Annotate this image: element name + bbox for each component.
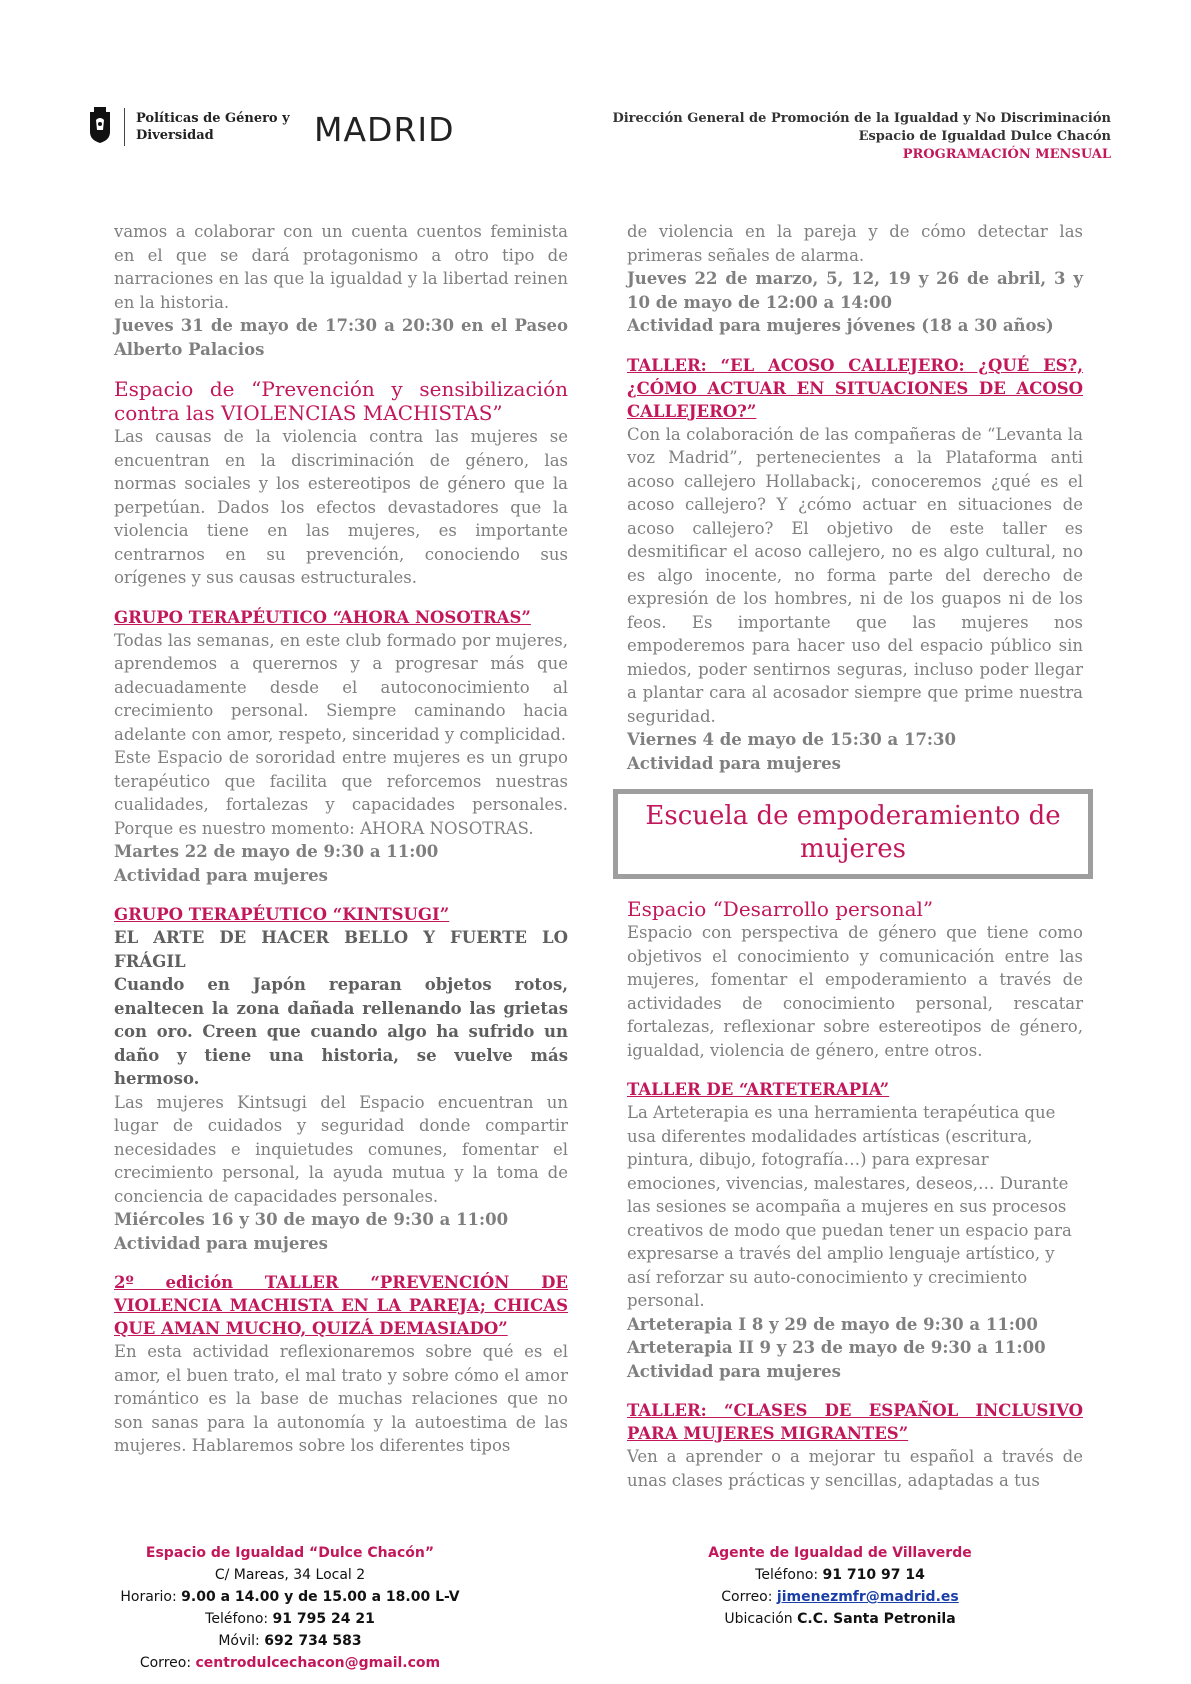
kintsugi-title: GRUPO TERAPÉUTICO “KINTSUGI” [114, 905, 450, 924]
phone-value: 91 795 24 21 [272, 1611, 375, 1627]
kintsugi-subtitle: EL ARTE DE HACER BELLO Y FUERTE LO FRÁGIL [114, 928, 568, 971]
acoso-text: Con la colaboración de las compañeras de “Levanta la voz Madrid”, pertenecientes a la Plataforma anti acoso callejero Hollaback¡, conoceremos ¿qué es el acoso callejero? Y ¿cómo actuar en situaciones de acoso callejero? El objetivo de este taller es desmitificar el acoso callejero, no es algo cultural, no es algo inocente, no forma parte del derecho de expresión de los hombres, ni de los guapos ni de los feos. Es importante que las mujeres nos empoderemos para hacer uso del espacio público sin miedos, poder sentirnos seguras, incluso poder llegar a plantar cara al acosador siempre que prime nuestra seguridad. [627, 424, 1083, 726]
arteterapia-title: TALLER DE “ARTETERAPIA” [627, 1080, 890, 1099]
desarrollo-text: Espacio con perspectiva de género que tiene como objetivos el conocimiento y comunicación entre las mujeres, fomentar el empoderamiento a través de actividades de conocimiento personal, rescatar fortalezas, reflexionar sobre estereotipos de género, igualdad, violencia de género, entre otros. [627, 923, 1083, 1060]
email-label: Correo: [139, 1655, 196, 1671]
phone-value: 91 710 97 14 [822, 1567, 925, 1583]
hours-value: 9.00 a 14.00 y de 15.00 a 18.00 L-V [181, 1589, 460, 1605]
hours-label: Horario: [120, 1589, 182, 1605]
kintsugi-date: Miércoles 16 y 30 de mayo de 9:30 a 11:00 [114, 1210, 509, 1229]
kintsugi-text: Las mujeres Kintsugi del Espacio encuentran un lugar de cuidados y seguridad donde compartir necesidades e inquietudes comunes, fomentar el crecimiento personal, la ayuda mutua y la toma de conciencia de capacidades personales. [114, 1092, 568, 1206]
acoso-title: TALLER: “EL ACOSO CALLEJERO: ¿QUÉ ES?, ¿CÓMO ACTUAR EN SITUACIONES DE ACOSO CALLEJERO?” [627, 355, 1083, 421]
footer-phone [120, 1608, 460, 1630]
taller-violencia-title: 2º edición TALLER “PREVENCIÓN DE VIOLENCIA MACHISTA EN LA PAREJA; CHICAS QUE AMAN MUCHO, QUIZÁ DEMASIADO” [114, 1273, 568, 1338]
arteterapia-date-1: Arteterapia I 8 y 29 de mayo de 9:30 a 11:00 [627, 1314, 1038, 1334]
email-link[interactable]: jimenezmfr@madrid.es [776, 1589, 959, 1605]
directorate-line: Dirección General de Promoción de la Igualdad y No Discriminación [612, 111, 1111, 126]
desarrollo-heading: Espacio “Desarrollo personal” [627, 897, 934, 921]
prevention-heading: Espacio de “Prevención y sensibilización contra las VIOLENCIAS MACHISTAS” [114, 377, 568, 425]
continued-audience: Actividad para mujeres jóvenes (18 a 30 años) [627, 316, 1054, 335]
footer-hours [120, 1586, 460, 1608]
header-divider [124, 108, 125, 146]
department-line-1: Políticas de Género y [136, 111, 290, 126]
footer-email [120, 1652, 460, 1674]
header-right [612, 110, 1111, 164]
footer-right-contact [690, 1542, 990, 1630]
phone-label: Teléfono: [755, 1567, 823, 1583]
email-label: Correo: [721, 1589, 777, 1605]
madrid-coat-of-arms-icon [88, 106, 112, 144]
intro-date: Jueves 31 de mayo de 17:30 a 20:30 en el Paseo Alberto Palacios [114, 316, 568, 359]
kintsugi-bold-text: Cuando en Japón reparan objetos rotos, enaltecen la zona dañada rellenando las grietas con oro. Creen que cuando algo ha sufrido un daño y tiene una historia, se vuelve más hermoso. [114, 975, 568, 1088]
department-line-2: Diversidad [136, 128, 214, 143]
taller-violencia-text: En esta actividad reflexionaremos sobre qué es el amor, el buen trato, el mal trato y sobre cómo el amor romántico es la base de muchas relaciones que no son sanas para la autonomía y la autoestima de las mujeres. Hablaremos sobre los diferentes tipos [114, 1342, 568, 1455]
programming-label: PROGRAMACIÓN MENSUAL [902, 147, 1111, 162]
espanol-text: Ven a aprender o a mejorar tu español a través de unas clases prácticas y sencillas, adaptadas a tus [627, 1447, 1083, 1490]
phone-label: Teléfono: [205, 1611, 273, 1627]
arteterapia-text: La Arteterapia es una herramienta terapéutica que usa diferentes modalidades artísticas (escritura, pintura, dibujo, fotografía…) para expresar emociones, vivencias, malestares, deseos,… Durante las sesiones se acompaña a mujeres en sus procesos creativos de modo que puedan tener un espacio para expresarse a través del amplio lenguaje artístico, y así reforzar su auto-conocimiento y crecimiento personal. [627, 1103, 1072, 1310]
space-name-line: Espacio de Igualdad Dulce Chacón [858, 129, 1111, 144]
footer-address: C/ Mareas, 34 Local 2 [214, 1567, 366, 1583]
footer-left-contact [120, 1542, 460, 1674]
footer-right-email [690, 1586, 990, 1608]
footer-right-title: Agente de Igualdad de Villaverde [708, 1545, 972, 1561]
location-value: C.C. Santa Petronila [797, 1611, 956, 1627]
footer-mobile [120, 1630, 460, 1652]
continued-date: Jueves 22 de marzo, 5, 12, 19 y 26 de abril, 3 y 10 de mayo de 12:00 a 14:00 [627, 269, 1083, 312]
ahora-nosotras-title: GRUPO TERAPÉUTICO “AHORA NOSOTRAS” [114, 607, 531, 627]
left-column [114, 220, 568, 1458]
acoso-date: Viernes 4 de mayo de 15:30 a 17:30 [627, 730, 956, 749]
mobile-value: 692 734 583 [264, 1633, 362, 1649]
right-column [627, 220, 1083, 1492]
footer-right-phone [690, 1564, 990, 1586]
footer-left-title: Espacio de Igualdad “Dulce Chacón” [145, 1545, 435, 1561]
madrid-logo: MADRID [314, 110, 455, 149]
department-name [136, 110, 290, 144]
ahora-nosotras-date: Martes 22 de mayo de 9:30 a 11:00 [114, 842, 439, 861]
arteterapia-audience: Actividad para mujeres [627, 1361, 841, 1381]
intro-text: vamos a colaborar con un cuenta cuentos feminista en el que se dará protagonismo a otro tipo de narraciones en las que la igualdad y la libertad reinen en la historia. [114, 222, 568, 312]
continued-text: de violencia en la pareja y de cómo detectar las primeras señales de alarma. [627, 222, 1083, 265]
kintsugi-audience: Actividad para mujeres [114, 1233, 328, 1253]
escuela-heading-box: Escuela de empoderamiento de mujeres [613, 789, 1093, 879]
prevention-text: Las causas de la violencia contra las mujeres se encuentran en la discriminación de género, las normas sociales y los estereotipos de género que la perpetúan. Dados los efectos devastadores que la violencia tiene en las mujeres, es importante centrarnos en su prevención, conociendo sus orígenes y sus causas estructurales. [114, 427, 568, 587]
espanol-title: TALLER: “CLASES DE ESPAÑOL INCLUSIVO PARA MUJERES MIGRANTES” [627, 1401, 1083, 1443]
ahora-nosotras-audience: Actividad para mujeres [114, 865, 328, 885]
acoso-audience: Actividad para mujeres [627, 753, 841, 773]
ahora-nosotras-text-2: Este Espacio de sororidad entre mujeres es un grupo terapéutico que facilita que reforcemos nuestras cualidades, fortalezas y capacidades personales. Porque es nuestro momento: AHORA NOSOTRAS. [114, 748, 568, 838]
footer-right-location [690, 1608, 990, 1630]
email-value[interactable]: centrodulcechacon@gmail.com [195, 1655, 441, 1671]
location-label: Ubicación [724, 1611, 798, 1627]
mobile-label: Móvil: [218, 1633, 265, 1649]
arteterapia-date-2: Arteterapia II 9 y 23 de mayo de 9:30 a 11:00 [627, 1338, 1046, 1357]
ahora-nosotras-text-1: Todas las semanas, en este club formado por mujeres, aprendemos a querernos y a progresar más que adecuadamente desde el autoconocimiento al crecimiento personal. Siempre caminando hacia adelante con amor, respeto, sinceridad y complicidad. [114, 630, 568, 744]
